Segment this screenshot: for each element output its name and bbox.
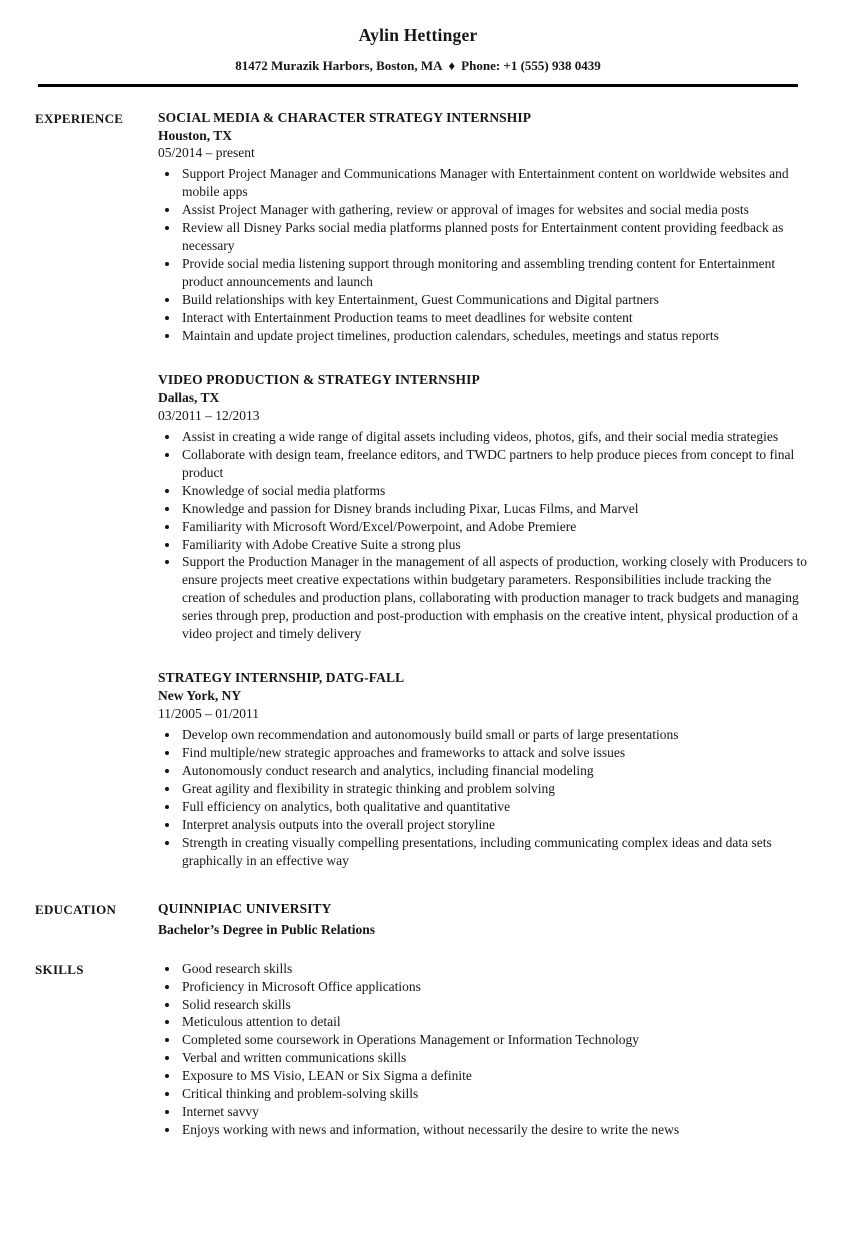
bullet-item: • Full efficiency on analytics, both qualitative and quantitative [180, 798, 812, 816]
job-bullet-list [158, 726, 812, 870]
job-entry [158, 669, 812, 869]
bullet-item: • Proficiency in Microsoft Office applications [180, 978, 812, 996]
school-name: QUINNIPIAC UNIVERSITY [158, 900, 332, 916]
bullet-item: • Maintain and update project timelines, production calendars, schedules, meetings and status reports [180, 327, 812, 345]
job-location: Houston, TX [158, 127, 233, 143]
section-experience [35, 109, 812, 870]
job-title: STRATEGY INTERNSHIP, DATG-FALL [158, 670, 405, 686]
job-location: New York, NY [158, 688, 242, 704]
bullet-item: • Familiarity with Adobe Creative Suite a strong plus [180, 536, 812, 554]
bullet-item: • Support the Production Manager in the management of all aspects of production, working closely with Producers to ensure projects meet creative expectations within budgetary parameters. Responsibilities include tracking the creation of schedules and production plans, collaborating with production manager to track budgets and managing series through prep, production and post-production with emphasis on the creative intent, physical production of a video project and timely delivery [180, 553, 812, 643]
job-entry [158, 371, 812, 643]
job-location: Dallas, TX [158, 389, 220, 405]
bullet-item: • Interpret analysis outputs into the overall project storyline [180, 816, 812, 834]
job-title: SOCIAL MEDIA & CHARACTER STRATEGY INTERNSHIP [158, 109, 532, 125]
bullet-item: • Strength in creating visually compelling presentations, including communicating complex ideas and data sets graphically in an effective way [180, 834, 812, 870]
job-dates: 05/2014 – present [158, 145, 255, 161]
skills-label: SKILLS [35, 961, 84, 977]
resume-header [38, 0, 798, 87]
contact-line [38, 57, 798, 74]
resume-body [0, 87, 860, 1140]
bullet-item: • Critical thinking and problem-solving skills [180, 1085, 812, 1103]
bullet-item: • Find multiple/new strategic approaches and frameworks to attack and solve issues [180, 744, 812, 762]
bullet-item: • Knowledge and passion for Disney brands including Pixar, Lucas Films, and Marvel [180, 500, 812, 518]
bullet-item: • Enjoys working with news and information, without necessarily the desire to write the news [180, 1121, 812, 1139]
diamond-separator: ♦ [448, 58, 456, 74]
experience-label: EXPERIENCE [35, 110, 124, 126]
bullet-item: • Exposure to MS Visio, LEAN or Six Sigma a definite [180, 1067, 812, 1085]
bullet-item: • Provide social media listening support through monitoring and assembling trending content for Entertainment product announcements and launch [180, 255, 812, 291]
education-label: EDUCATION [35, 901, 117, 917]
bullet-item: • Good research skills [180, 960, 812, 978]
skills-bullet-list [158, 960, 812, 1140]
section-skills [35, 960, 812, 1140]
bullet-item: • Meticulous attention to detail [180, 1013, 812, 1031]
experience-content [158, 109, 812, 870]
bullet-item: • Completed some coursework in Operations Management or Information Technology [180, 1031, 812, 1049]
skills-content [158, 960, 812, 1140]
job-entry [158, 109, 812, 345]
degree: Bachelor’s Degree in Public Relations [158, 921, 375, 937]
bullet-item: • Collaborate with design team, freelance editors, and TWDC partners to help produce pieces from concept to final product [180, 446, 812, 482]
bullet-item: • Internet savvy [180, 1103, 812, 1121]
bullet-item: • Review all Disney Parks social media platforms planned posts for Entertainment content providing feedback as necessary [180, 219, 812, 255]
bullet-item: • Verbal and written communications skills [180, 1049, 812, 1067]
bullet-item: • Assist in creating a wide range of digital assets including videos, photos, gifs, and their social media strategies [180, 428, 812, 446]
job-dates: 11/2005 – 01/2011 [158, 706, 259, 722]
bullet-item: • Solid research skills [180, 996, 812, 1014]
job-bullet-list [158, 428, 812, 643]
bullet-item: • Develop own recommendation and autonomously build small or parts of large presentations [180, 726, 812, 744]
address: 81472 Murazik Harbors, Boston, MA [235, 58, 443, 74]
phone: Phone: +1 (555) 938 0439 [461, 58, 601, 74]
job-bullet-list [158, 165, 812, 345]
bullet-item: • Autonomously conduct research and analytics, including financial modeling [180, 762, 812, 780]
bullet-item: • Familiarity with Microsoft Word/Excel/Powerpoint, and Adobe Premiere [180, 518, 812, 536]
education-content [158, 900, 812, 939]
job-title: VIDEO PRODUCTION & STRATEGY INTERNSHIP [158, 371, 480, 387]
person-name: Aylin Hettinger [358, 25, 478, 45]
bullet-item: • Great agility and flexibility in strategic thinking and problem solving [180, 780, 812, 798]
bullet-item: • Support Project Manager and Communications Manager with Entertainment content on worldwide websites and mobile apps [180, 165, 812, 201]
bullet-item: • Interact with Entertainment Production teams to meet deadlines for website content [180, 309, 812, 327]
bullet-item: • Build relationships with key Entertainment, Guest Communications and Digital partners [180, 291, 812, 309]
section-education [35, 900, 812, 939]
bullet-item: • Knowledge of social media platforms [180, 482, 812, 500]
job-dates: 03/2011 – 12/2013 [158, 407, 260, 423]
bullet-item: • Assist Project Manager with gathering, review or approval of images for websites and social media posts [180, 201, 812, 219]
